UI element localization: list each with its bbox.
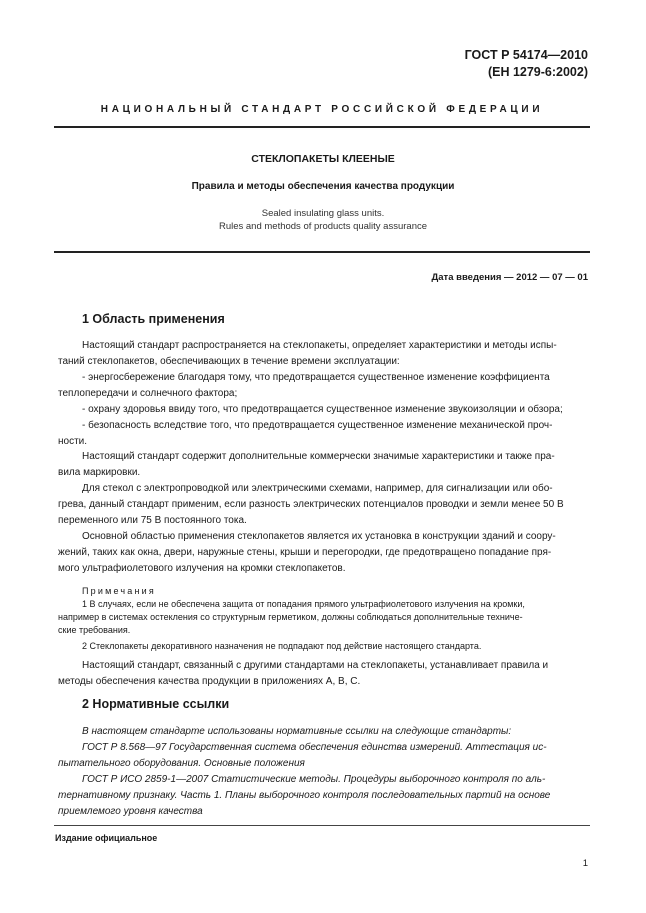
document-code-en: (ЕН 1279-6:2002) — [487, 65, 588, 79]
paragraph-line: Для стекол с электропроводкой или электрическими схемами, например, для сигнализации или обо- — [82, 483, 553, 494]
paragraph-line: Настоящий стандарт распространяется на стеклопакеты, определяет характеристики и методы испы- — [82, 340, 557, 351]
national-standard-banner: НАЦИОНАЛЬНЫЙ СТАНДАРТ РОССИЙСКОЙ ФЕДЕРАЦИИ — [100, 104, 544, 115]
reference-line: В настоящем стандарте использованы нормативные ссылки на следующие стандарты: — [82, 726, 512, 737]
paragraph-line: ности. — [58, 436, 88, 447]
document-title: СТЕКЛОПАКЕТЫ КЛЕЕНЫЕ — [251, 153, 395, 165]
note-line: 1 В случаях, если не обеспечена защита от попадания прямого ультрафиолетового излучения на кромки, — [82, 599, 525, 609]
document-code-block — [465, 47, 588, 81]
paragraph-line: Настоящий стандарт, связанный с другими стандартами на стеклопакеты, устанавливает правила и — [82, 660, 549, 671]
note-line: например в системах остекления со структурным герметиком, должны соблюдаться дополнительные техниче- — [58, 612, 523, 622]
section-2-heading: 2 Нормативные ссылки — [82, 697, 230, 711]
note-line: ские требования. — [58, 625, 131, 635]
paragraph-line: жений, таких как окна, двери, наружные стены, крыши и перегородки, где предотвращено попадание пря- — [58, 547, 552, 558]
paragraph-line: Основной областью применения стеклопакетов является их установка в конструкции зданий и соору- — [82, 531, 556, 542]
introduction-date: Дата введения — 2012 — 07 — 01 — [431, 272, 588, 283]
paragraph-line: мого ультрафиолетового излучения на кромки стеклопакетов. — [58, 563, 346, 574]
reference-line: приемлемого уровня качества — [58, 806, 203, 817]
paragraph-line: - охрану здоровья ввиду того, что предотвращается существенное изменение звукоизоляции и обзора; — [82, 404, 563, 415]
reference-line: пытательного оборудования. Основные положения — [58, 758, 305, 769]
footer-rule — [54, 825, 590, 826]
paragraph-line: - энергосбережение благодаря тому, что предотвращается существенное изменение коэффициента — [82, 372, 550, 383]
note-line: 2 Стеклопакеты декоративного назначения не подпадают под действие настоящего стандарта. — [82, 641, 482, 651]
notes-label: Примечания — [82, 586, 156, 596]
header-rule — [54, 126, 590, 128]
english-title-line-2: Rules and methods of products quality assurance — [218, 221, 428, 232]
page-number: 1 — [582, 858, 588, 869]
english-title-line-1: Sealed insulating glass units. — [261, 208, 385, 219]
official-edition-label: Издание официальное — [55, 833, 158, 843]
document-code: ГОСТ Р 54174—2010 — [464, 48, 588, 62]
section-1-heading: 1 Область применения — [82, 312, 225, 326]
paragraph-line: Настоящий стандарт содержит дополнительные коммерчески значимые характеристики и также пра- — [82, 451, 555, 462]
document-subtitle: Правила и методы обеспечения качества продукции — [191, 181, 455, 192]
paragraph-line: таний стеклопакетов, обеспечивающих в течение времени эксплуатации: — [58, 356, 400, 367]
reference-line: тернативному признаку. Часть 1. Планы выборочного контроля последовательных партий на основе — [58, 790, 551, 801]
paragraph-line: теплопередачи и солнечного фактора; — [58, 388, 238, 399]
paragraph-line: переменного или 75 В постоянного тока. — [58, 515, 247, 526]
reference-line: ГОСТ Р 8.568—97 Государственная система обеспечения единства измерений. Аттестация ис- — [82, 742, 547, 753]
paragraph-line: грева, данный стандарт применим, если разность электрических потенциалов проводки и земли менее 50 В — [58, 499, 564, 510]
title-rule — [54, 251, 590, 253]
paragraph-line: вила маркировки. — [58, 467, 141, 478]
reference-line: ГОСТ Р ИСО 2859-1—2007 Статистические методы. Процедуры выборочного контроля по аль- — [82, 774, 546, 785]
paragraph-line: методы обеспечения качества продукции в приложениях А, В, С. — [58, 676, 361, 687]
paragraph-line: - безопасность вследствие того, что предотвращается существенное изменение механической проч- — [82, 420, 553, 431]
